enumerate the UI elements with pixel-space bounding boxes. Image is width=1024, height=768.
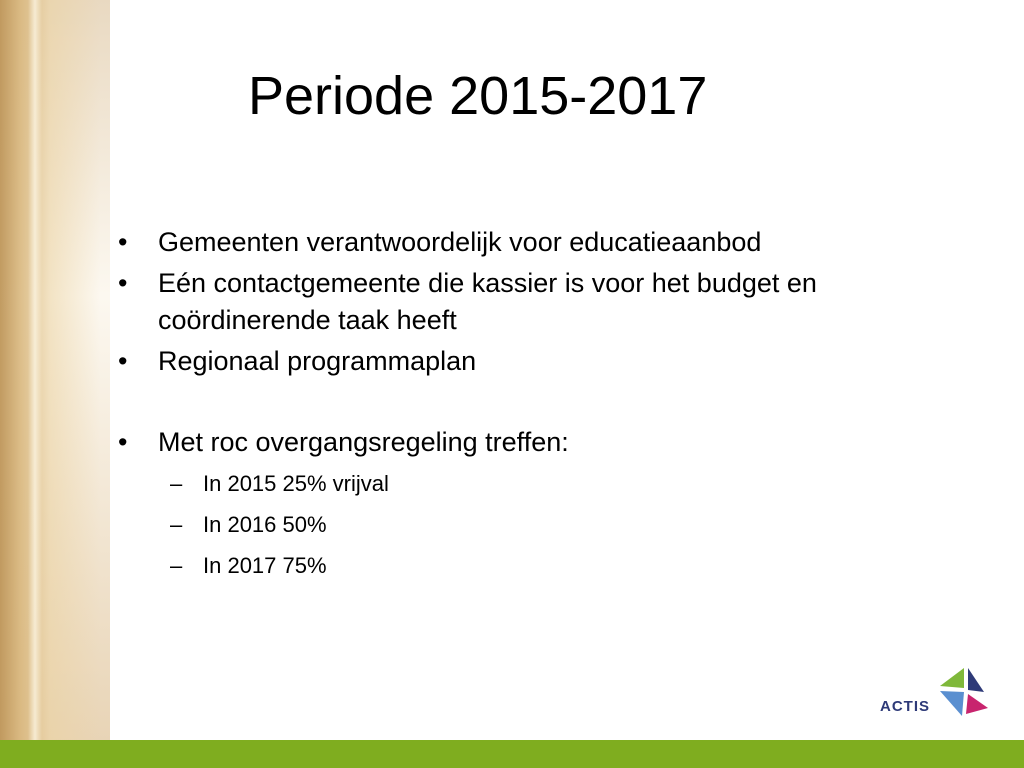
logo-mark-icon bbox=[934, 664, 990, 720]
logo-text: ACTIS bbox=[880, 698, 930, 715]
bullet-marker: • bbox=[118, 268, 128, 298]
bullet-marker: • bbox=[118, 427, 128, 457]
sub-bullet-item bbox=[115, 504, 965, 545]
bullet-text: Gemeenten verantwoordelijk voor educatieaanbod bbox=[158, 227, 762, 257]
bullet-item bbox=[115, 263, 965, 339]
sub-bullet-item bbox=[115, 463, 965, 504]
sub-bullet-text: In 2016 50% bbox=[203, 512, 327, 537]
logo-green-shape bbox=[940, 668, 964, 688]
sub-bullet-marker: – bbox=[170, 512, 183, 537]
logo-magenta-shape bbox=[966, 694, 988, 714]
sub-bullet-text: In 2017 75% bbox=[203, 553, 327, 578]
bullet-item bbox=[115, 222, 965, 261]
sub-bullet-marker: – bbox=[170, 553, 183, 578]
bullet-text: Regionaal programmaplan bbox=[158, 346, 477, 376]
bullet-text: Met roc overgangsregeling treffen: bbox=[158, 427, 569, 457]
bullet-list bbox=[115, 222, 965, 586]
bullet-text: Eén contactgemeente die kassier is voor het budget en coördinerende taak heeft bbox=[158, 268, 817, 335]
bullet-item bbox=[115, 422, 965, 461]
sub-bullet-item bbox=[115, 545, 965, 586]
logo-blue-shape bbox=[940, 691, 964, 716]
slide-title: Periode 2015-2017 bbox=[248, 66, 708, 126]
bullet-marker: • bbox=[118, 346, 128, 376]
sub-bullet-marker: – bbox=[170, 471, 183, 496]
bullet-item bbox=[115, 341, 965, 380]
sub-bullet-text: In 2015 25% vrijval bbox=[203, 471, 389, 496]
logo-navy-shape bbox=[968, 668, 984, 692]
footer-bar bbox=[0, 740, 1024, 768]
actis-logo bbox=[880, 664, 992, 722]
side-texture-decoration bbox=[0, 0, 110, 740]
bullet-marker: • bbox=[118, 227, 128, 257]
